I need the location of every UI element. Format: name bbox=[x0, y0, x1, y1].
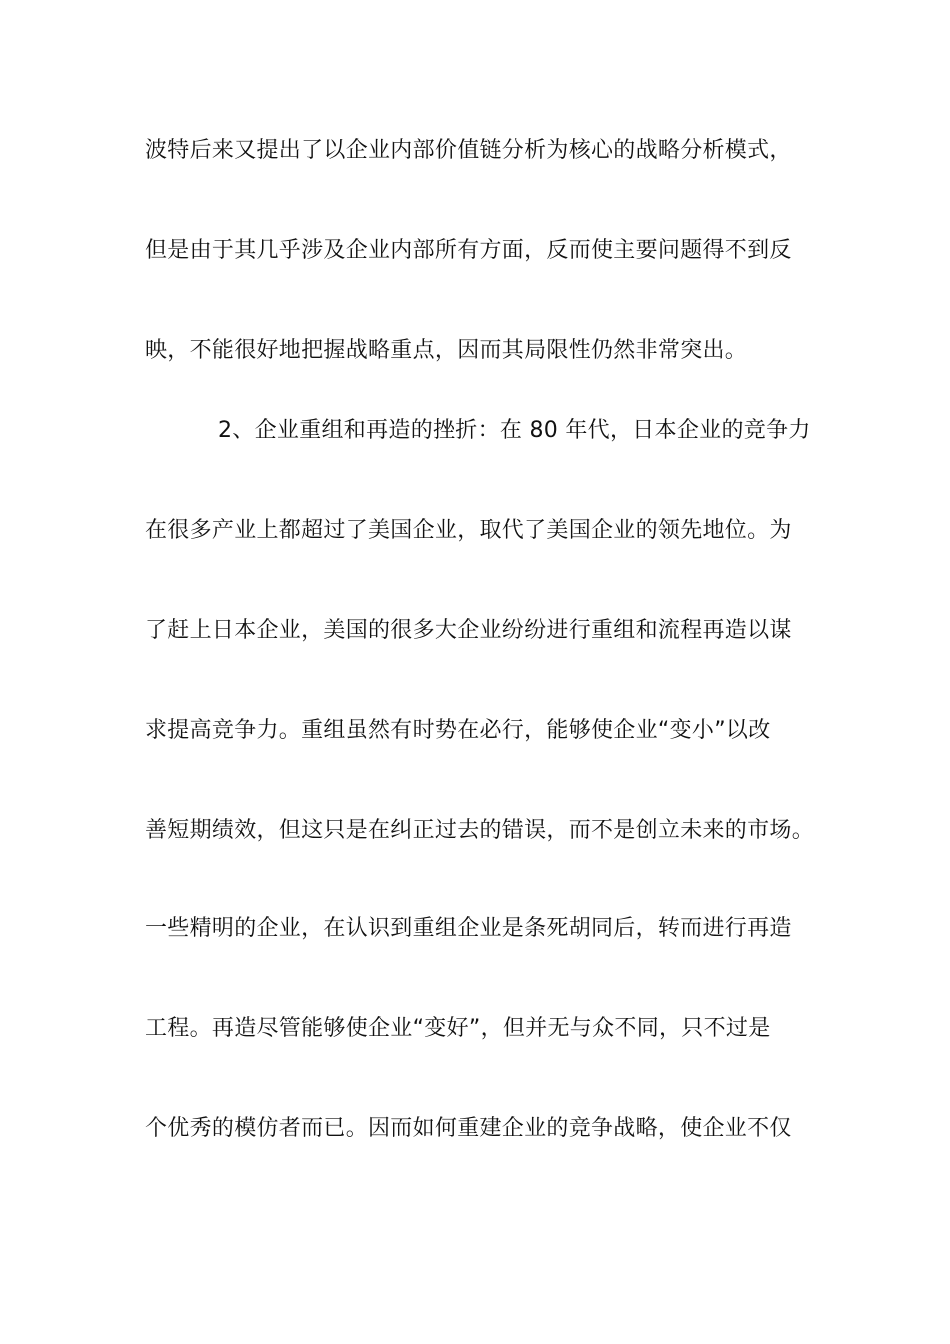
section-heading-line: 2、企业重组和再造的挫折：在 80 年代，日本企业的竞争力 bbox=[218, 418, 811, 443]
text-line: 了赶上日本企业，美国的很多大企业纷纷进行重组和流程再造以谋 bbox=[145, 618, 792, 643]
text-line: 一些精明的企业，在认识到重组企业是条死胡同后，转而进行再造 bbox=[145, 916, 792, 941]
text-line: 但是由于其几乎涉及企业内部所有方面，反而使主要问题得不到反 bbox=[145, 238, 792, 263]
text-line: 工程。再造尽管能够使企业“变好”，但并无与众不同，只不过是 bbox=[145, 1016, 771, 1041]
text-line: 在很多产业上都超过了美国企业，取代了美国企业的领先地位。为 bbox=[145, 518, 792, 543]
text-line: 善短期绩效，但这只是在纠正过去的错误，而不是创立未来的市场。 bbox=[145, 818, 815, 843]
text-line: 个优秀的模仿者而已。因而如何重建企业的竞争战略，使企业不仅 bbox=[145, 1116, 792, 1141]
text-line: 映，不能很好地把握战略重点，因而其局限性仍然非常突出。 bbox=[145, 338, 748, 363]
text-line: 波特后来又提出了以企业内部价值链分析为核心的战略分析模式， bbox=[145, 138, 792, 163]
text-line: 求提高竞争力。重组虽然有时势在必行，能够使企业“变小”以改 bbox=[145, 718, 771, 743]
